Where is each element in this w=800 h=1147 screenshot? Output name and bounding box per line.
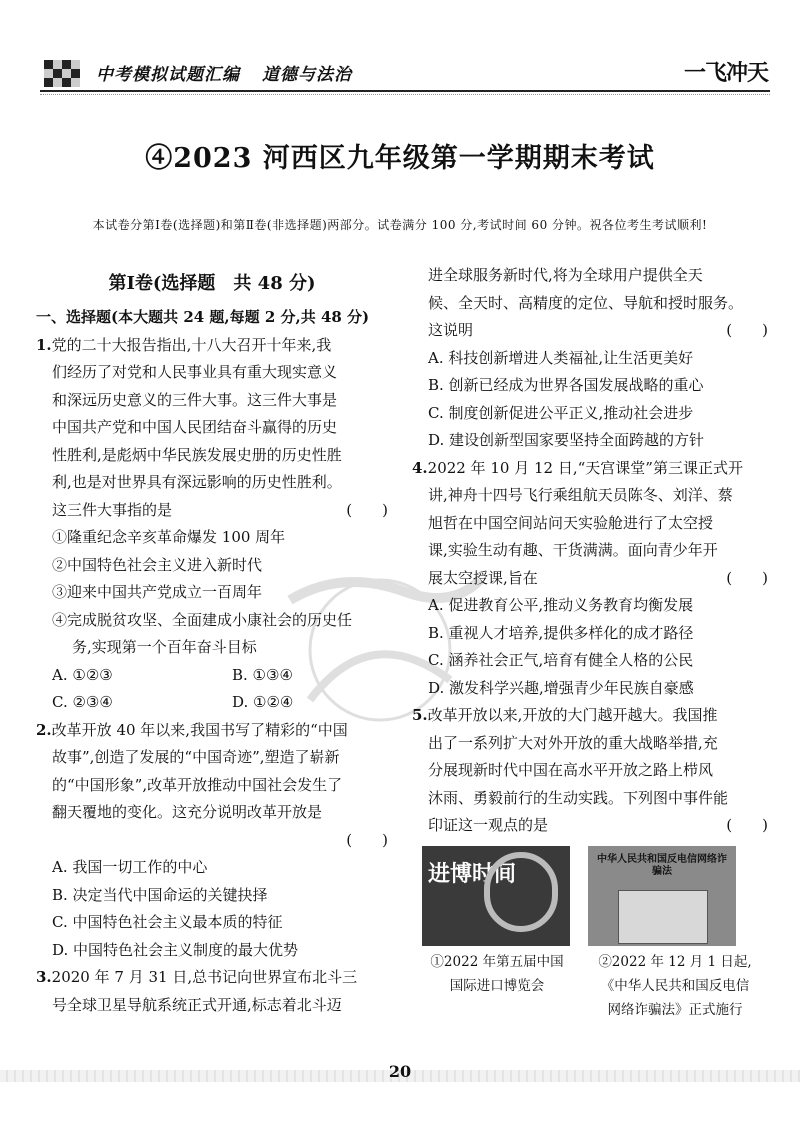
- caption-line: 网络诈骗法》正式施行: [607, 1001, 743, 1018]
- image-caption-2: [580, 950, 770, 1022]
- question-text: 分展现新时代中国在高水平开放之路上栉风: [428, 761, 714, 779]
- page-header: [40, 52, 770, 96]
- answer-paren: ( ): [346, 830, 388, 849]
- question-text: 翻天覆地的变化。这充分说明改革开放是: [52, 803, 323, 821]
- statement-item: ③迎来中国共产党成立一百周年: [52, 583, 263, 601]
- question-text: 2022 年 10 月 12 日,“天宫课堂”第三课正式开: [427, 458, 743, 477]
- statement-item: ②中国特色社会主义进入新时代: [52, 555, 263, 574]
- question-text: 沐雨、勇毅前行的生动实践。下列图中事件能: [428, 788, 729, 807]
- statement-item: 务,实现第一个百年奋斗目标: [72, 638, 257, 656]
- option-b[interactable]: B. 创新已经成为世界各国发展战略的重心: [428, 376, 704, 394]
- option-c[interactable]: C. 涵养社会正气,培育有健全人格的公民: [428, 651, 694, 669]
- option-c[interactable]: C. ②③④: [52, 693, 113, 711]
- question-number: 1.: [36, 335, 52, 354]
- option-a[interactable]: A. 科技创新增进人类福祉,让生活更美好: [428, 348, 694, 367]
- answer-paren: ( ): [726, 816, 768, 834]
- left-column: [36, 262, 388, 1019]
- page-number: 20: [388, 1062, 412, 1081]
- question-1: [36, 332, 388, 717]
- question-text: 号全球卫星导航系统正式开通,标志着北斗迈: [52, 995, 342, 1014]
- question-text: 课,实验生动有趣、干货满满。面向青少年开: [428, 541, 718, 559]
- law-books-icon: [618, 890, 708, 944]
- answer-paren: ( ): [346, 500, 388, 519]
- question-3: [36, 964, 388, 1019]
- section-heading: 一、选择题(本大题共 24 题,每题 2 分,共 48 分): [36, 308, 370, 326]
- image-caption-1: [412, 950, 582, 998]
- caption-line: ①2022 年第五届中国: [430, 953, 564, 970]
- question-text: 性胜利,是彪炳中华民族发展史册的历史性胜: [52, 445, 342, 464]
- question-text: 的“中国形象”,改革开放推动中国社会发生了: [52, 775, 343, 794]
- option-b[interactable]: B. 重视人才培养,提供多样化的成才路径: [428, 623, 694, 642]
- question-text: 和深远历史意义的三件大事。这三件大事是: [52, 390, 338, 409]
- section-title: 第Ⅰ卷(选择题 共 48 分): [108, 273, 316, 294]
- expo-photo-text: 进博时间: [428, 861, 517, 887]
- question-text: 这说明: [428, 321, 474, 339]
- question-5: [412, 702, 768, 1030]
- question-text: 改革开放以来,开放的大门越开越大。我国推: [427, 706, 718, 724]
- question-text: 们经历了对党和人民事业具有重大现实意义: [52, 363, 338, 381]
- question-text: 中国共产党和中国人民团结奋斗赢得的历史: [52, 418, 338, 436]
- caption-line: 《中华人民共和国反电信: [600, 977, 750, 994]
- exam-notice: 本试卷分第Ⅰ卷(选择题)和第Ⅱ卷(非选择题)两部分。试卷满分 100 分,考试时间 60 分钟。祝各位考生考试顺利!: [92, 218, 708, 232]
- option-d[interactable]: D. 激发科学兴趣,增强青少年民族自豪感: [428, 678, 694, 697]
- question-text: 2020 年 7 月 31 日,总书记向世界宣布北斗三: [51, 968, 358, 986]
- header-squares-icon: [44, 60, 88, 90]
- question-number: 4.: [412, 458, 428, 477]
- question-text: 展太空授课,旨在: [428, 568, 538, 587]
- exam-title: ④2023 河西区九年级第一学期期末考试: [145, 143, 655, 174]
- question-text: 这三件大事指的是: [52, 500, 173, 519]
- option-b[interactable]: B. 决定当代中国命运的关键抉择: [52, 885, 268, 904]
- header-rule: [40, 90, 770, 92]
- option-a[interactable]: A. 促进教育公平,推动义务教育均衡发展: [428, 596, 694, 614]
- question-2: [36, 717, 388, 965]
- option-a[interactable]: A. ①②③: [52, 665, 113, 684]
- question-text: 旭哲在中国空间站问天实验舱进行了太空授: [428, 513, 714, 532]
- law-book-title: 中华人民共和国反电信网络诈骗法: [597, 853, 727, 877]
- header-title: [96, 60, 352, 85]
- question-4: [412, 455, 768, 703]
- option-d[interactable]: D. ①②④: [232, 693, 294, 711]
- header-series: 中考模拟试题汇编: [96, 65, 240, 85]
- law-book-photo: [588, 846, 736, 946]
- header-subject: 道德与法治: [262, 65, 352, 85]
- option-a[interactable]: A. 我国一切工作的中心: [52, 858, 208, 876]
- answer-paren: ( ): [726, 321, 768, 339]
- right-column: [412, 262, 768, 1030]
- option-c[interactable]: C. 制度创新促进公平正义,推动社会进步: [428, 403, 694, 422]
- statement-item: ①隆重纪念辛亥革命爆发 100 周年: [52, 528, 286, 546]
- caption-line: ②2022 年 12 月 1 日起,: [598, 953, 752, 970]
- option-c[interactable]: C. 中国特色社会主义最本质的特征: [52, 913, 283, 931]
- question-text: 党的二十大报告指出,十八大召开十年来,我: [51, 335, 332, 354]
- answer-paren: ( ): [726, 568, 768, 587]
- question-text: 候、全天时、高精度的定位、导航和授时服务。: [428, 293, 744, 312]
- question-images: [412, 846, 768, 950]
- option-d[interactable]: D. 建设创新型国家要坚持全面跨越的方针: [428, 431, 705, 449]
- expo-photo: [422, 846, 570, 946]
- question-number: 3.: [36, 968, 52, 986]
- caption-line: 国际进口博览会: [449, 977, 545, 994]
- question-text: 改革开放 40 年以来,我国书写了精彩的“中国: [51, 720, 348, 739]
- question-text: 出了一系列扩大对外开放的重大战略举措,充: [428, 733, 718, 752]
- question-text: 印证这一观点的是: [428, 816, 549, 834]
- brand-logo: 一飞冲天: [683, 61, 768, 86]
- question-number: 2.: [36, 720, 52, 739]
- option-b[interactable]: B. ①③④: [232, 665, 293, 684]
- expo-five-logo-icon: [484, 852, 558, 932]
- statement-item: ④完成脱贫攻坚、全面建成小康社会的历史任: [52, 610, 353, 629]
- question-text: 利,也是对世界具有深远影响的历史性胜利。: [52, 473, 342, 491]
- page-footer: [0, 1060, 800, 1100]
- question-text: 讲,神舟十四号飞行乘组航天员陈冬、刘洋、蔡: [428, 486, 733, 504]
- question-number: 5.: [412, 706, 428, 724]
- question-text: 故事”,创造了发展的“中国奇迹”,塑造了崭新: [52, 748, 340, 766]
- question-text: 进全球服务新时代,将为全球用户提供全天: [428, 266, 703, 284]
- option-d[interactable]: D. 中国特色社会主义制度的最大优势: [52, 940, 299, 959]
- image-captions: [412, 950, 768, 1030]
- header-dotted-rule: [40, 94, 770, 95]
